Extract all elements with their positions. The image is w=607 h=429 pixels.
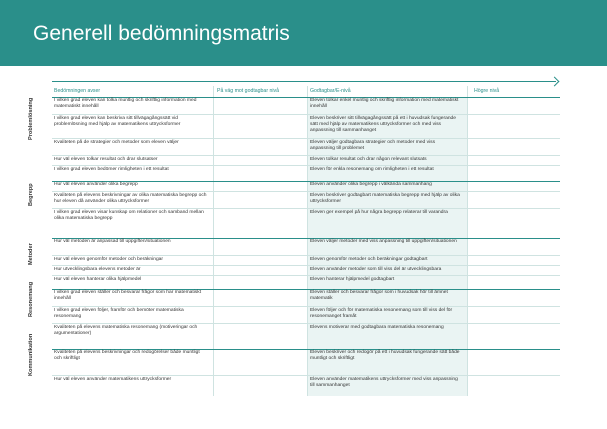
table-row	[52, 191, 560, 209]
category-label: Resonemang	[28, 281, 34, 317]
table-row	[52, 289, 560, 306]
criteria-cell: I vilken grad eleven visar kunskap om relationer och samband mellan olika matematiska begrepp	[54, 210, 204, 221]
category-rows	[52, 238, 560, 285]
progression-arrow	[52, 78, 556, 86]
table-row	[52, 306, 560, 324]
criteria-cell: Hur väl eleven hanterar olika hjälpmedel	[54, 277, 142, 282]
header-banner	[0, 0, 607, 66]
passing-cell: Eleven använder olika begrepp i välkända sammanhang	[310, 182, 432, 187]
arrow-line	[52, 81, 556, 82]
criteria-cell: I vilken grad eleven bedömer rimligheten i ett resultat	[54, 167, 169, 172]
passing-cell: Eleven tolkar enkel muntlig och skriftlig information med matematiskt innehåll	[310, 98, 459, 109]
criteria-cell: I vilken grad eleven kan tolka muntlig och skriftlig information med matematiskt innehåll	[54, 98, 197, 109]
passing-cell: Eleven genomför metoder och beräkningar godtagbart	[310, 257, 428, 262]
criteria-cell: Hur väl eleven genomför metoder och beräkningar	[54, 257, 164, 262]
passing-cell: Eleven beskriver godtagbart matematiska begrepp med hjälp av olika uttrycksformer	[310, 193, 460, 204]
table-row	[52, 375, 560, 397]
column-header-criteria: Bedömningen avser	[54, 88, 101, 94]
column-header-high: Högre nivå	[474, 88, 500, 94]
table-row	[52, 349, 560, 375]
criteria-cell: Kvaliteten på elevens beskrivningar och redogörelser både muntligt och skriftligt	[54, 350, 200, 361]
passing-cell: Eleven väljer metoder med viss anpassning till uppgiften/situationen	[310, 239, 457, 244]
criteria-cell: I vilken grad eleven ställer och besvarar frågor som har matematiskt innehåll	[54, 290, 202, 301]
passing-cell: Eleven tolkar resultat och drar någon relevant slutsats	[310, 157, 427, 162]
table-row	[52, 208, 560, 226]
passing-cell: Eleven väljer godtagbara strategier och metoder med viss anpassning till problemet	[310, 140, 436, 151]
category-block	[0, 281, 52, 338]
column-header-passing: Godtagbar/E-nivå	[310, 88, 351, 94]
table-row	[52, 138, 560, 156]
passing-cell: Eleven använder metoder som till viss del är utvecklingsbara	[310, 267, 442, 272]
page-title: Generell bedömningsmatris	[33, 22, 290, 45]
category-block	[0, 181, 52, 225]
passing-cell: Elevens motiverar med godtagbara matematiska resonemang	[310, 325, 444, 330]
category-label: Kommunikation	[28, 333, 34, 376]
column-header-on-the-way: På väg mot godtagbar nivå	[217, 88, 280, 94]
criteria-cell: Hur väl metoden är anpassad till uppgiften/situationen	[54, 239, 171, 244]
passing-cell: Eleven ställer och besvarar frågor som i huvudsak hör till ämnet matematik	[310, 290, 448, 301]
category-rows	[52, 97, 560, 177]
passing-cell: Eleven beskriver sitt tillvägagångssätt på ett i huvudsak fungerande sätt med hjälp av matematikens uttrycksformer och med viss anpassning till sammanhanget	[310, 116, 456, 133]
passing-cell: Eleven beskriver och redogör på ett i huvudsak fungerande sätt både muntligt och skriftligt	[310, 350, 460, 361]
criteria-cell: Kvaliteten på elevens matematiska resonemang (motiveringar och argumentationer)	[54, 325, 198, 336]
category-block	[0, 238, 52, 285]
category-rows	[52, 181, 560, 225]
criteria-cell: I vilken grad eleven följer, framför och bemöter matematiska resonemang	[54, 308, 184, 319]
criteria-cell: I vilken grad eleven kan beskriva sitt tillvägagångssätt vid problemlösning med hjälp av matematikens uttrycksformer	[54, 116, 181, 127]
category-rows	[52, 289, 560, 338]
table-row	[52, 275, 560, 286]
table-row	[52, 238, 560, 255]
passing-cell: Eleven hanterar hjälpmedel godtagbart	[310, 277, 395, 282]
table-row	[52, 114, 560, 139]
passing-cell: Eleven ger exempel på hur några begrepp relaterar till varandra	[310, 210, 448, 215]
passing-cell: Eleven använder matematikens uttrycksformer med viss anpassning till sammanhanget	[310, 377, 458, 388]
category-rows	[52, 349, 560, 396]
criteria-cell: Hur utvecklingsbara elevens metoder är	[54, 267, 141, 272]
table-row	[52, 97, 560, 114]
arrow-right-icon	[550, 77, 560, 87]
table-row	[52, 181, 560, 191]
criteria-cell: Hur väl eleven tolkar resultat och drar slutsatser	[54, 157, 158, 162]
criteria-cell: Hur väl eleven använder matematikens uttrycksformer	[54, 377, 172, 382]
category-block	[0, 97, 52, 177]
category-label: Problemlösning	[28, 97, 34, 140]
criteria-cell: Kvaliteten på elevens beskrivningar av olika matematiska begrepp och hur eleven då använder olika uttrycksformer	[54, 193, 207, 204]
passing-cell: Eleven följer och för matematiska resonemang som till viss del för resonemanget framåt	[310, 308, 453, 319]
category-label: Begrepp	[28, 183, 34, 206]
criteria-cell: Kvaliteten på de strategier och metoder som eleven väljer	[54, 140, 179, 145]
category-block	[0, 333, 52, 396]
table-row	[52, 165, 560, 178]
passing-cell: Eleven för enkla resonemang om rimligheten i ett resultat	[310, 167, 434, 172]
category-label: Metoder	[28, 242, 34, 265]
criteria-cell: Hur väl eleven använder olika begrepp	[54, 182, 138, 187]
table-row	[52, 323, 560, 339]
